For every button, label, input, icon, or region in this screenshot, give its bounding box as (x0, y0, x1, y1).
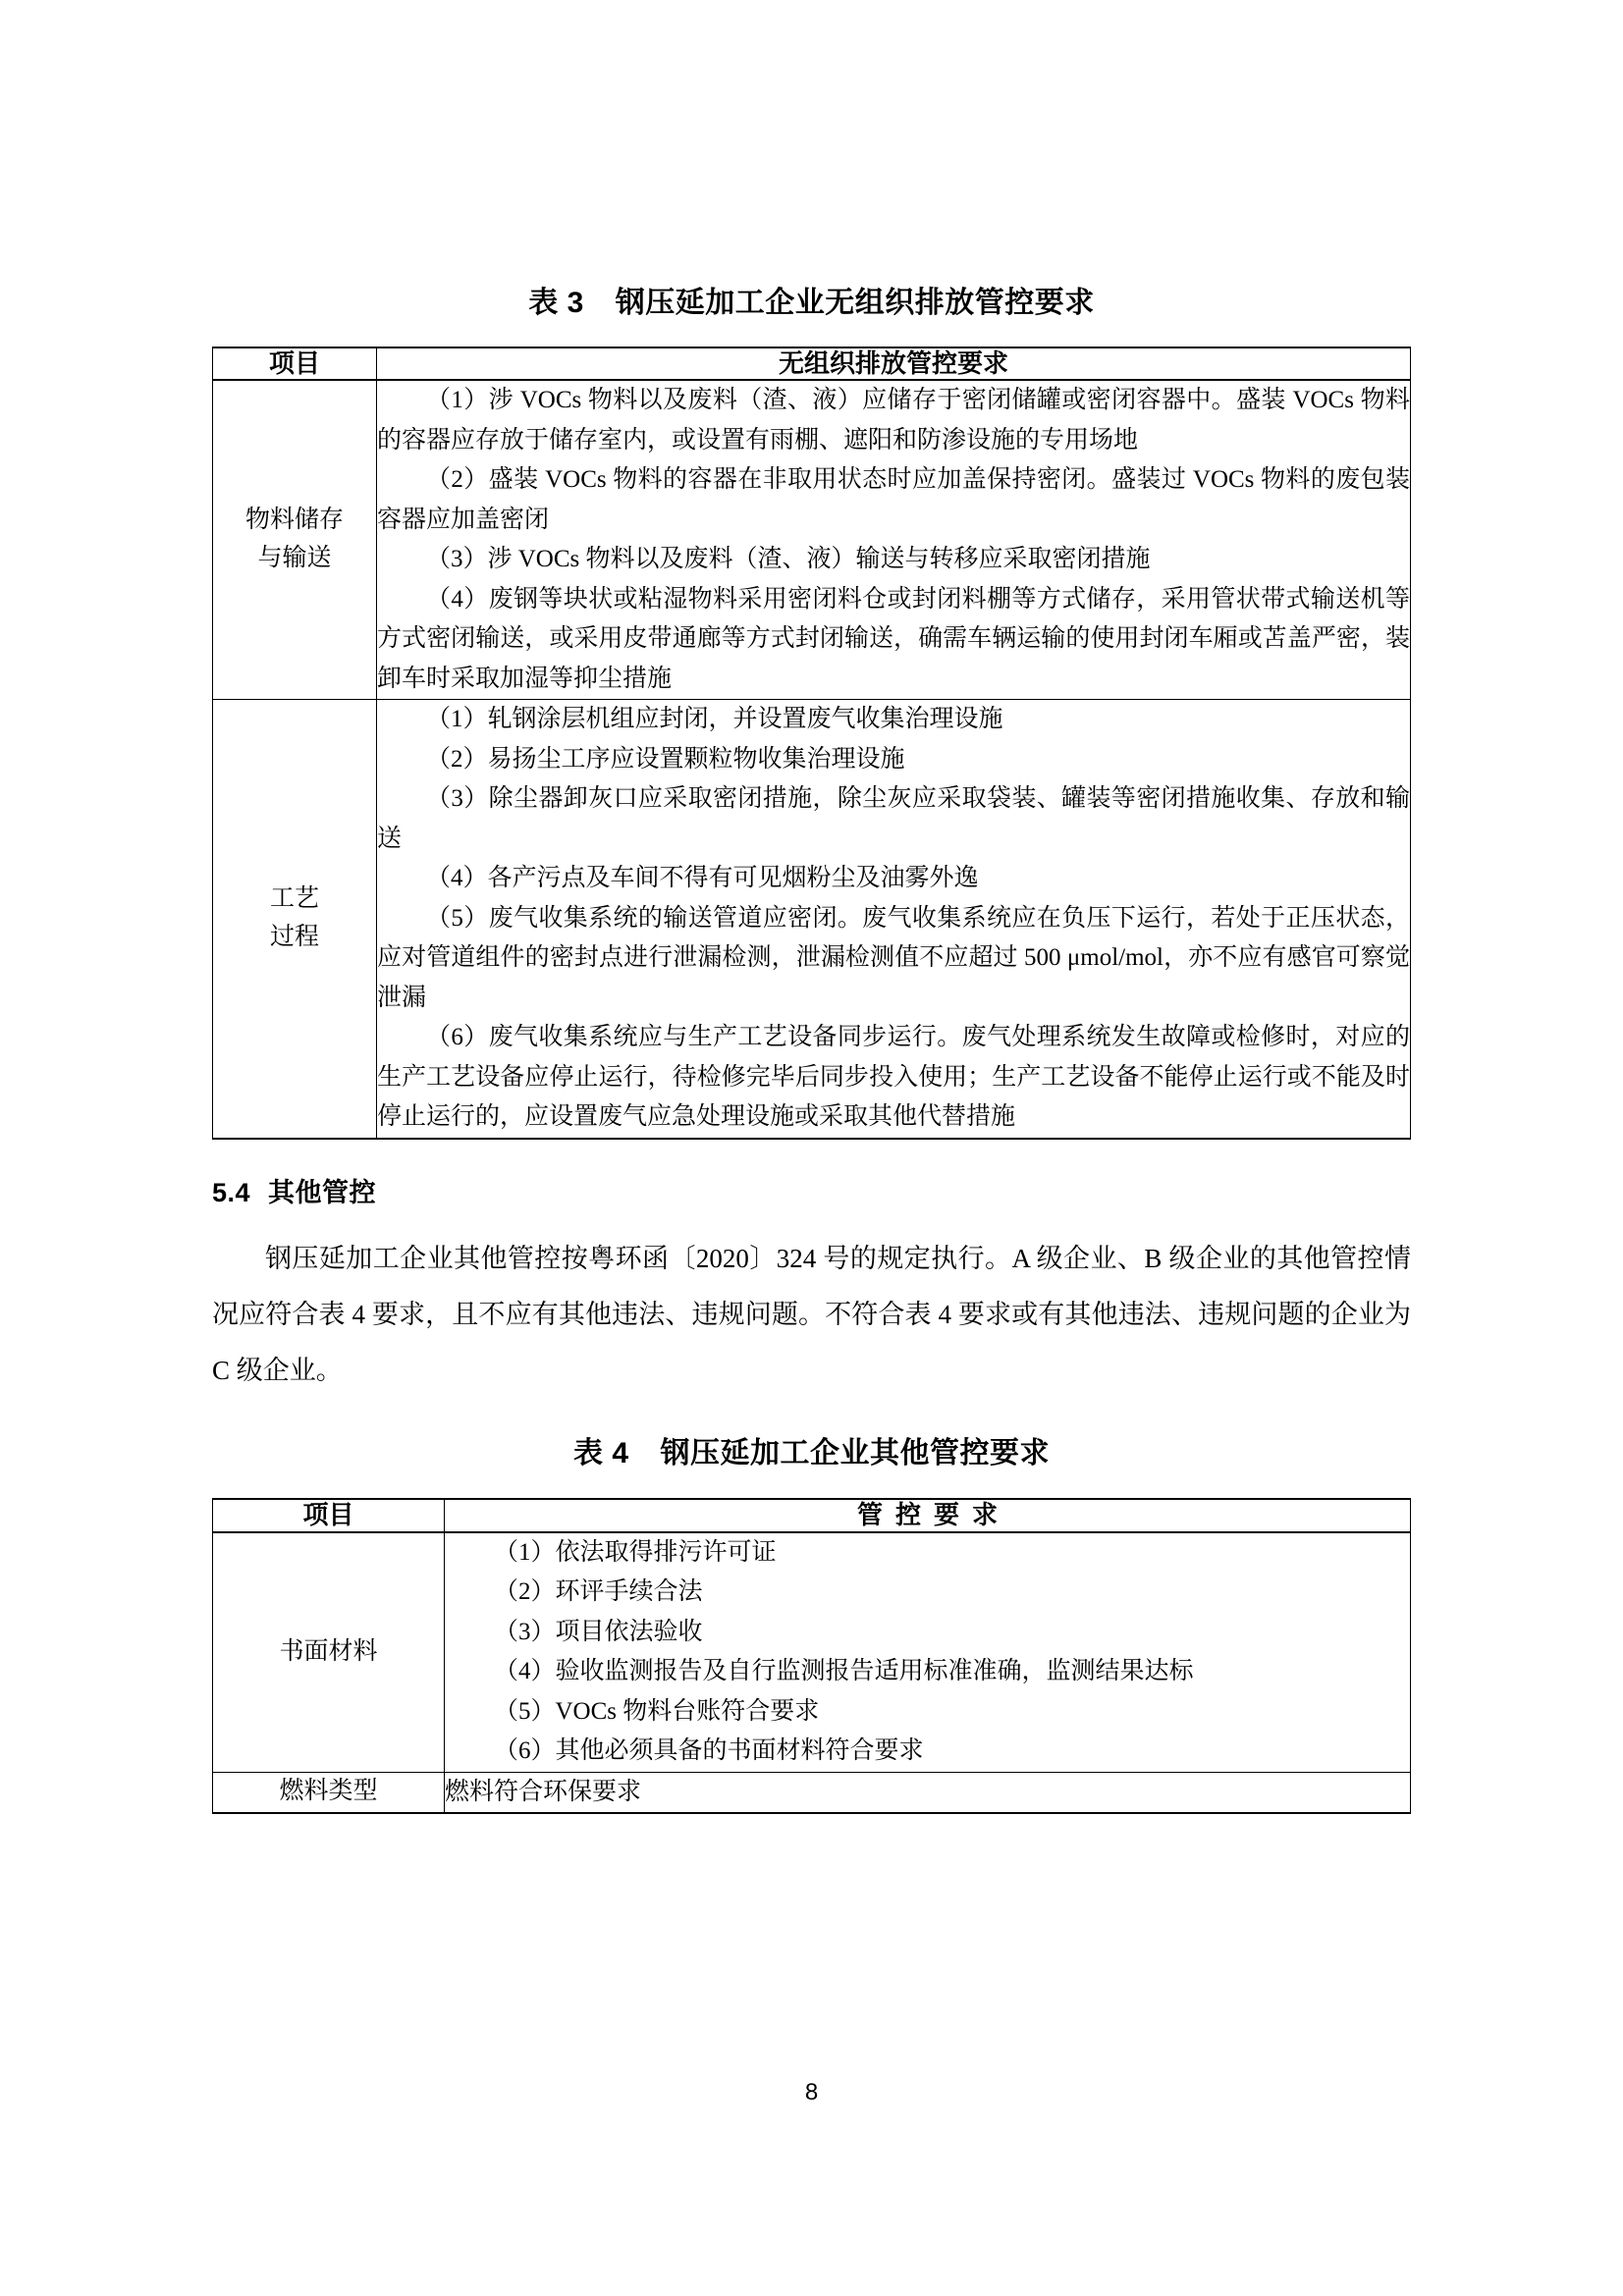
requirement-item: （5）废气收集系统的输送管道应密闭。废气收集系统应在负压下运行，若处于正压状态，应对管道组件的密封点进行泄漏检测，泄漏检测值不应超过 500 μmol/mol，亦不应有感官可察觉泄漏 (377, 904, 1410, 1011)
page-content (212, 0, 1411, 1814)
section-title: 其他管控 (268, 1177, 377, 1207)
requirement-item: （6）其他必须具备的书面材料符合要求 (494, 1737, 924, 1765)
table3-header-requirement: 无组织排放管控要求 (377, 347, 1411, 380)
requirement-item: （2）盛装 VOCs 物料的容器在非取用状态时应加盖保持密闭。盛装过 VOCs 物料的废包装容器应加盖密闭 (377, 466, 1410, 533)
requirement-item: （4）各产污点及车间不得有可见烟粉尘及油雾外逸 (426, 865, 979, 892)
section-number: 5.4 (212, 1177, 251, 1207)
table3-row1-item (213, 380, 377, 700)
requirement-item: （2）易扬尘工序应设置颗粒物收集治理设施 (426, 745, 905, 773)
table3-caption-title: 钢压延加工企业无组织排放管控要求 (615, 287, 1095, 319)
requirement-item: （3）除尘器卸灰口应采取密闭措施，除尘灰应采取袋装、罐装等密闭措施收集、存放和输送 (377, 785, 1410, 852)
table3-header-item: 项目 (213, 347, 377, 380)
table4-row1-item: 书面材料 (213, 1532, 445, 1773)
table3 (212, 347, 1411, 1140)
table3-row1-requirements (377, 380, 1411, 700)
table4-header-item: 项目 (213, 1499, 445, 1531)
table3-row1-item-line2: 与输送 (257, 545, 332, 572)
table3-row2-item (213, 700, 377, 1139)
table3-caption-label: 表 3 (528, 287, 584, 319)
table3-row2-requirements (377, 700, 1411, 1139)
table3-row2-item-line1: 工艺 (269, 885, 319, 913)
table3-header-row (213, 347, 1411, 380)
requirement-item: （2）环评手续合法 (494, 1578, 703, 1606)
requirement-item: （4）验收监测报告及自行监测报告适用标准准确，监测结果达标 (494, 1658, 1194, 1685)
requirement-item: （3）项目依法验收 (494, 1618, 703, 1645)
section-5-4-paragraph: 钢压延加工企业其他管控按粤环函〔2020〕324 号的规定执行。A 级企业、B 级企业的其他管控情况应符合表 4 要求，且不应有其他违法、违规问题。不符合表 4 要求或有其他违法、违规问题的企业为 C 级企业。 (212, 1243, 1411, 1386)
requirement-item: （5）VOCs 物料台账符合要求 (494, 1697, 820, 1725)
requirement-item: （6）废气收集系统应与生产工艺设备同步运行。废气处理系统发生故障或检修时，对应的生产工艺设备应停止运行，待检修完毕后同步投入使用；生产工艺设备不能停止运行或不能及时停止运行的，应设置废气应急处理设施或采取其他代替措施 (377, 1024, 1410, 1131)
requirement-item: （1）依法取得排污许可证 (494, 1538, 777, 1566)
table-row (213, 700, 1411, 1139)
requirement-item: （4）废钢等块状或粘湿物料采用密闭料仓或封闭料棚等方式储存，采用管状带式输送机等方式密闭输送，或采用皮带通廊等方式封闭输送，确需车辆运输的使用封闭车厢或苫盖严密，装卸车时采取加湿等抑尘措施 (377, 585, 1410, 692)
table3-row1-item-line1: 物料储存 (244, 507, 344, 534)
requirement-item: （1）轧钢涂层机组应封闭，并设置废气收集治理设施 (426, 706, 1003, 733)
table4-caption-label: 表 4 (572, 1437, 629, 1470)
table4-row2-item: 燃料类型 (213, 1772, 445, 1813)
table4-header-requirement: 管控要求 (445, 1499, 1411, 1531)
table-row (213, 1532, 1411, 1773)
requirement-item: （3）涉 VOCs 物料以及废料（渣、液）输送与转移应采取密闭措施 (426, 546, 1151, 573)
table3-row2-item-line2: 过程 (269, 923, 319, 950)
table3-caption (212, 278, 1411, 321)
table4-row1-requirements (445, 1532, 1411, 1773)
page-number: 8 (804, 2079, 819, 2106)
table4 (212, 1498, 1411, 1814)
table4-row2-requirements (445, 1772, 1411, 1813)
table-row (213, 1772, 1411, 1813)
table-row (213, 380, 1411, 700)
requirement-item: （1）涉 VOCs 物料以及废料（渣、液）应储存于密闭储罐或密闭容器中。盛装 VOCs 物料的容器应存放于储存室内，或设置有雨棚、遮阳和防渗设施的专用场地 (377, 387, 1410, 454)
requirement-item: 燃料符合环保要求 (445, 1778, 642, 1805)
section-heading-5-4 (212, 1171, 1411, 1209)
table4-caption-title: 钢压延加工企业其他管控要求 (660, 1437, 1051, 1470)
table4-caption (212, 1428, 1411, 1471)
table4-header-row (213, 1499, 1411, 1531)
